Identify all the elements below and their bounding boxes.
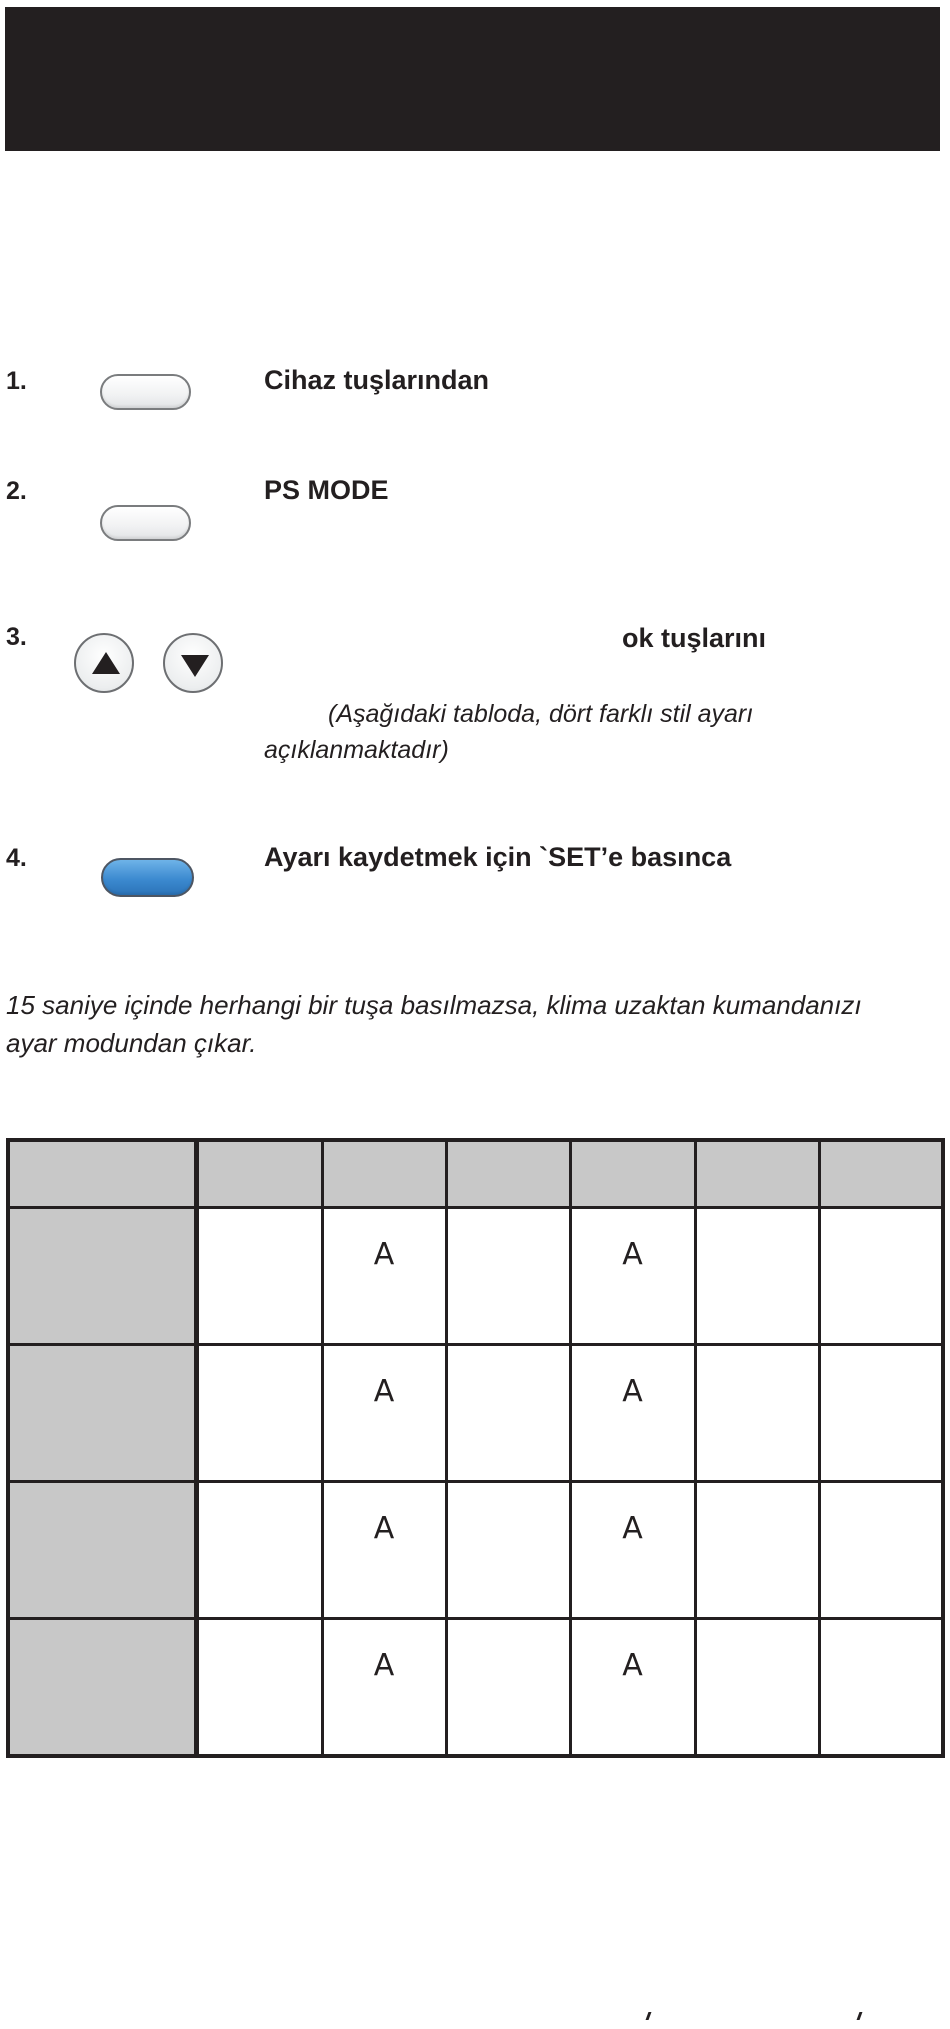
step-3-text: ok tuşlarını [622, 623, 767, 653]
up-arrow-button[interactable] [74, 633, 134, 693]
step-3-number: 3. [6, 623, 27, 651]
table-cell [196, 1345, 322, 1482]
table-cell [446, 1208, 570, 1345]
step-4-text: Ayarı kaydetmek için `SET’e basınca [264, 842, 732, 872]
table-cell [446, 1345, 570, 1482]
down-arrow-button[interactable] [163, 633, 223, 693]
table-cell: A [570, 1619, 695, 1757]
table-cell [196, 1208, 322, 1345]
table-cell [695, 1619, 819, 1757]
ps-mode-button[interactable] [100, 505, 191, 541]
triangle-up-icon [76, 635, 136, 695]
table-cell [196, 1482, 322, 1619]
table-cell [819, 1619, 943, 1757]
table-cell: A [570, 1208, 695, 1345]
step-4-number: 4. [6, 844, 27, 872]
table-header-cell [819, 1140, 943, 1208]
table-row [8, 1482, 943, 1619]
triangle-down-icon [165, 635, 225, 695]
table-row-header [8, 1619, 196, 1757]
step-2-text: PS MODE [264, 475, 389, 505]
table-row-header [8, 1345, 196, 1482]
step-2-number: 2. [6, 477, 27, 505]
table-cell: A [322, 1208, 446, 1345]
table-cell [695, 1345, 819, 1482]
timeout-info-line-1: 15 saniye içinde herhangi bir tuşa basılmazsa, klima uzaktan kumandanızı [6, 990, 862, 1020]
table-cell: A [570, 1345, 695, 1482]
header-bar [5, 7, 940, 151]
table-note-line-1: (Aşağıdaki tabloda, dört farklı stil ayarı [328, 700, 754, 728]
table-note [264, 696, 864, 768]
timeout-info [6, 986, 936, 1062]
accent-mark [646, 2012, 652, 2020]
table-note-line-2: açıklanmaktadır) [264, 736, 449, 764]
step-1-number: 1. [6, 367, 27, 395]
device-button[interactable] [100, 374, 191, 410]
table-row [8, 1345, 943, 1482]
timeout-info-line-2: ayar modundan çıkar. [6, 1028, 257, 1058]
table-row [8, 1208, 943, 1345]
table-header-cell [446, 1140, 570, 1208]
table-row [8, 1619, 943, 1757]
table-row-header [8, 1482, 196, 1619]
style-settings-table [6, 1138, 945, 1758]
table-header-cell [8, 1140, 196, 1208]
table-header-cell [695, 1140, 819, 1208]
table-cell [446, 1482, 570, 1619]
table-cell [819, 1345, 943, 1482]
set-button[interactable] [101, 858, 194, 897]
table-header-row [8, 1140, 943, 1208]
table-cell: A [322, 1619, 446, 1757]
table-header-cell [196, 1140, 322, 1208]
table-header-cell [322, 1140, 446, 1208]
table-cell [695, 1482, 819, 1619]
step-1-text: Cihaz tuşlarından [264, 365, 490, 395]
table-cell: A [322, 1345, 446, 1482]
table-cell [819, 1208, 943, 1345]
table-row-header [8, 1208, 196, 1345]
table-cell [819, 1482, 943, 1619]
table-cell [695, 1208, 819, 1345]
table-cell [196, 1619, 322, 1757]
table-cell: A [570, 1482, 695, 1619]
table-header-cell [570, 1140, 695, 1208]
table-cell [446, 1619, 570, 1757]
table-cell: A [322, 1482, 446, 1619]
accent-mark [857, 2012, 863, 2020]
